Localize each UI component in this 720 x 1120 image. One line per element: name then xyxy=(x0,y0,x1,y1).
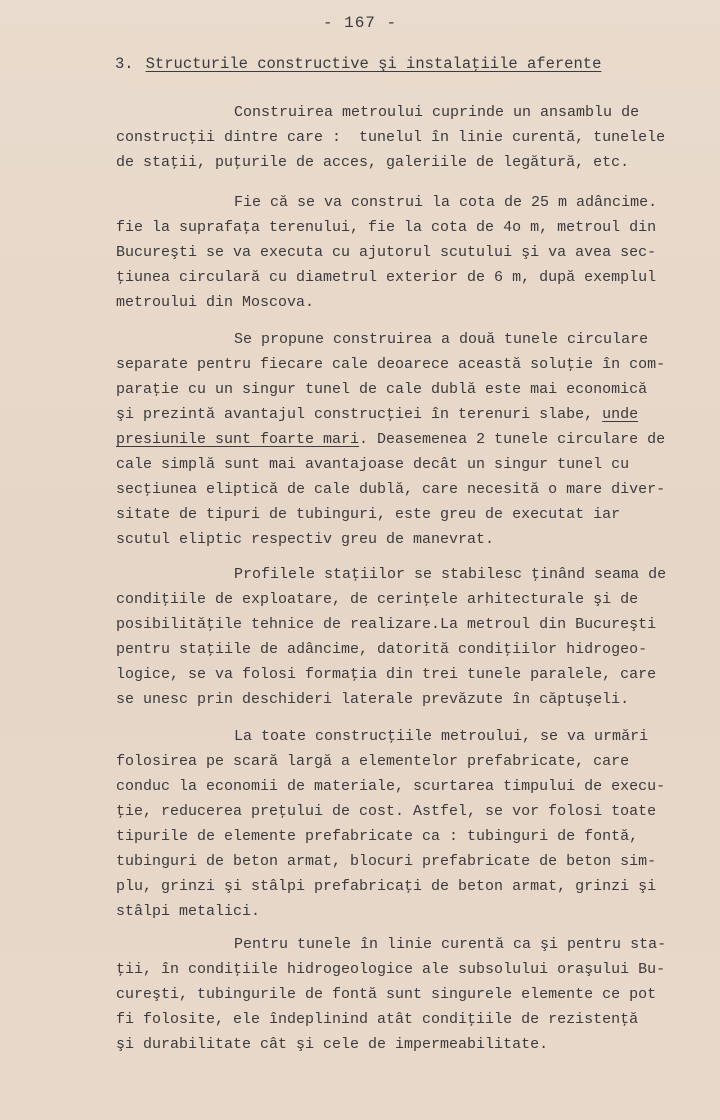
text-line: La toate construcţiile metroului, se va urmări xyxy=(234,728,649,745)
text-line: Pentru tunele în linie curentă ca şi pentru sta- xyxy=(234,936,667,953)
text-line: Se propune construirea a două tunele circulare xyxy=(234,331,649,348)
text-line: Construirea metroului cuprinde un ansamblu de xyxy=(234,104,640,121)
text-line: tubinguri de beton armat, blocuri prefabricate de beton sim- xyxy=(116,853,657,870)
text-line: cale simplă sunt mai avantajoase decât un singur tunel cu xyxy=(116,456,630,473)
text-line: conduc la economii de materiale, scurtarea timpului de execu- xyxy=(116,778,666,795)
section-number: 3. xyxy=(115,55,134,73)
text-line xyxy=(116,402,716,427)
text-line: Bucureşti se va executa cu ajutorul scutului şi va avea sec- xyxy=(116,244,657,261)
text-line: de staţii, puţurile de acces, galeriile de legătură, etc. xyxy=(116,154,630,171)
text-line xyxy=(116,427,716,452)
text-line: ţiunea circulară cu diametrul exterior de 6 m, după exemplul xyxy=(116,269,657,286)
text-line: sitate de tipuri de tubinguri, este greu de executat iar xyxy=(116,506,621,523)
underlined-text: presiunile sunt foarte mari xyxy=(116,431,360,448)
text-line: şi durabilitate cât şi cele de impermeabilitate. xyxy=(116,1036,549,1053)
text-line: condiţiile de exploatare, de cerinţele arhitecturale şi de xyxy=(116,591,639,608)
paragraph-6 xyxy=(116,932,716,1057)
paragraph-3 xyxy=(116,327,716,552)
text-line: scutul eliptic respectiv greu de manevrat. xyxy=(116,531,495,548)
text-line: logice, se va folosi formaţia din trei tunele paralele, care xyxy=(116,666,657,683)
paragraph-4 xyxy=(116,562,716,712)
paragraph-2 xyxy=(116,190,716,315)
text-line: Profilele staţiilor se stabilesc ţinând seama de xyxy=(234,566,667,583)
text-line: folosirea pe scară largă a elementelor prefabricate, care xyxy=(116,753,630,770)
text-line: paraţie cu un singur tunel de cale dublă este mai economică xyxy=(116,381,648,398)
text-line: construcţii dintre care : tunelul în linie curentă, tunelele xyxy=(116,129,666,146)
text-segment: şi prezintă avantajul construcţiei în terenuri slabe, xyxy=(116,406,603,423)
text-line: cureşti, tubingurile de fontă sunt singurele elemente ce pot xyxy=(116,986,657,1003)
text-line: ţii, în condiţiile hidrogeologice ale subsolului oraşului Bu- xyxy=(116,961,666,978)
text-line: stâlpi metalici. xyxy=(116,903,261,920)
text-line: separate pentru fiecare cale deoarece această soluţie în com- xyxy=(116,356,666,373)
section-heading xyxy=(115,55,601,73)
text-line: Fie că se va construi la cota de 25 m adâncime. xyxy=(234,194,658,211)
text-line: metroului din Moscova. xyxy=(116,294,315,311)
text-line: plu, grinzi şi stâlpi prefabricaţi de beton armat, grinzi şi xyxy=(116,878,657,895)
text-line: ţie, reducerea preţului de cost. Astfel, se vor folosi toate xyxy=(116,803,657,820)
text-line: se unesc prin deschideri laterale prevăzute în căptuşeli. xyxy=(116,691,630,708)
page-number: - 167 - xyxy=(322,14,398,32)
paragraph-5 xyxy=(116,724,716,924)
text-line: tipurile de elemente prefabricate ca : tubinguri de fontă, xyxy=(116,828,639,845)
text-line: fie la suprafaţa terenului, fie la cota de 4o m, metroul din xyxy=(116,219,657,236)
paragraph-1 xyxy=(116,100,716,175)
underlined-text: unde xyxy=(602,406,639,423)
section-title: Structurile constructive şi instalaţiile aferente xyxy=(145,55,602,73)
text-line: posibilităţile tehnice de realizare.La metroul din Bucureşti xyxy=(116,616,657,633)
text-line: secţiunea eliptică de cale dublă, care necesită o mare diver- xyxy=(116,481,666,498)
text-segment: . Deasemenea 2 tunele circulare de xyxy=(359,431,666,448)
text-line: pentru staţiile de adâncime, datorită condiţiilor hidrogeo- xyxy=(116,641,648,658)
text-line: fi folosite, ele îndeplinind atât condiţiile de rezistenţă xyxy=(116,1011,639,1028)
